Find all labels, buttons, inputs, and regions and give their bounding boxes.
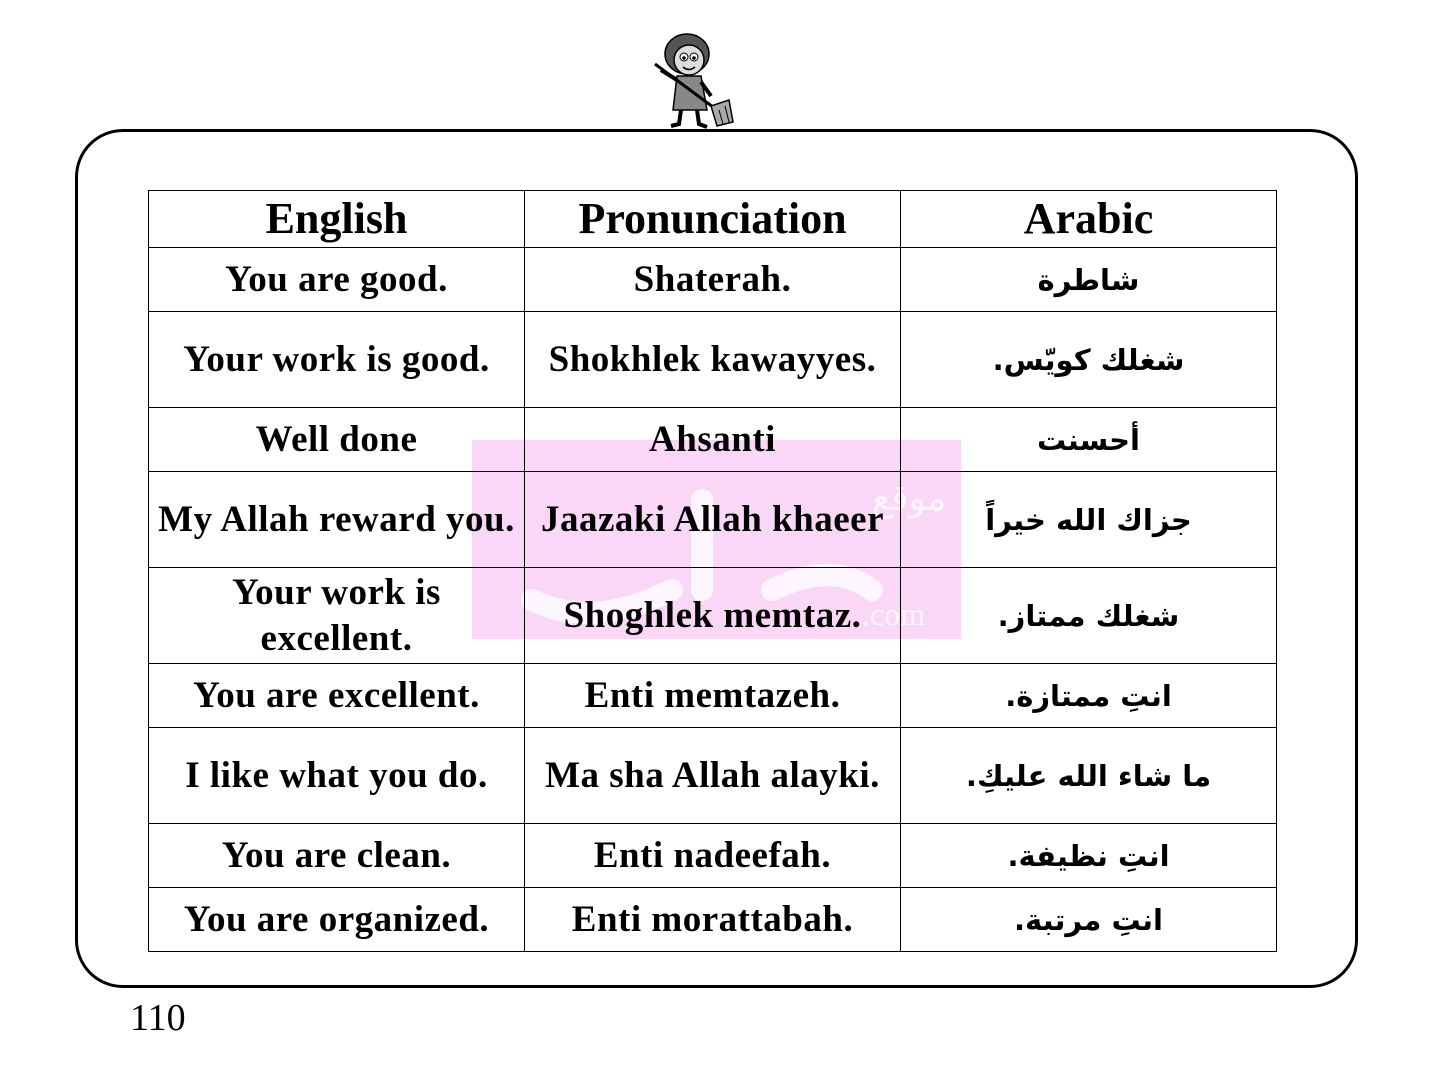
cell-pronunciation: Shoghlek memtaz. [525,568,901,664]
cell-arabic: شغلك كويّس. [901,312,1277,408]
cell-english: You are clean. [149,824,525,888]
header-arabic: Arabic [901,191,1277,248]
cell-english: You are good. [149,248,525,312]
page-number: 110 [130,997,186,1039]
cell-english: My Allah reward you. [149,472,525,568]
cell-english: I like what you do. [149,728,525,824]
cell-arabic: جزاك الله خيراً [901,472,1277,568]
cell-pronunciation: Shaterah. [525,248,901,312]
table-row [149,728,1277,824]
cell-arabic: ما شاء الله عليكِ. [901,728,1277,824]
watermark-arabic-text: موقع [872,478,947,519]
cell-arabic: انتِ ممتازة. [901,664,1277,728]
vocabulary-table [148,190,1277,952]
cell-pronunciation: Enti morattabah. [525,888,901,952]
cell-english: Your work is good. [149,312,525,408]
table-row [149,888,1277,952]
cell-pronunciation: Ahsanti [525,408,901,472]
cell-english: You are excellent. [149,664,525,728]
cell-pronunciation: Enti nadeefah. [525,824,901,888]
cell-arabic: شغلك ممتاز. [901,568,1277,664]
cell-pronunciation: Ma sha Allah alayki. [525,728,901,824]
watermark-domain-text: .com [862,596,926,632]
table-row [149,824,1277,888]
cell-pronunciation: Jaazaki Allah khaeer [525,472,901,568]
cell-english: You are organized. [149,888,525,952]
header-pronunciation: Pronunciation [525,191,901,248]
cell-pronunciation: Enti memtazeh. [525,664,901,728]
table-row [149,312,1277,408]
table-row [149,664,1277,728]
table-row [149,248,1277,312]
girl-with-broom-icon [645,30,737,132]
cell-arabic: انتِ نظيفة. [901,824,1277,888]
table-row [149,472,1277,568]
cell-arabic: أحسنت [901,408,1277,472]
table-row [149,568,1277,664]
cell-english: Well done [149,408,525,472]
header-english: English [149,191,525,248]
table-header-row [149,191,1277,248]
cell-arabic: شاطرة [901,248,1277,312]
table-row [149,408,1277,472]
cell-pronunciation: Shokhlek kawayyes. [525,312,901,408]
cell-english: Your work is excellent. [149,568,525,664]
cell-arabic: انتِ مرتبة. [901,888,1277,952]
